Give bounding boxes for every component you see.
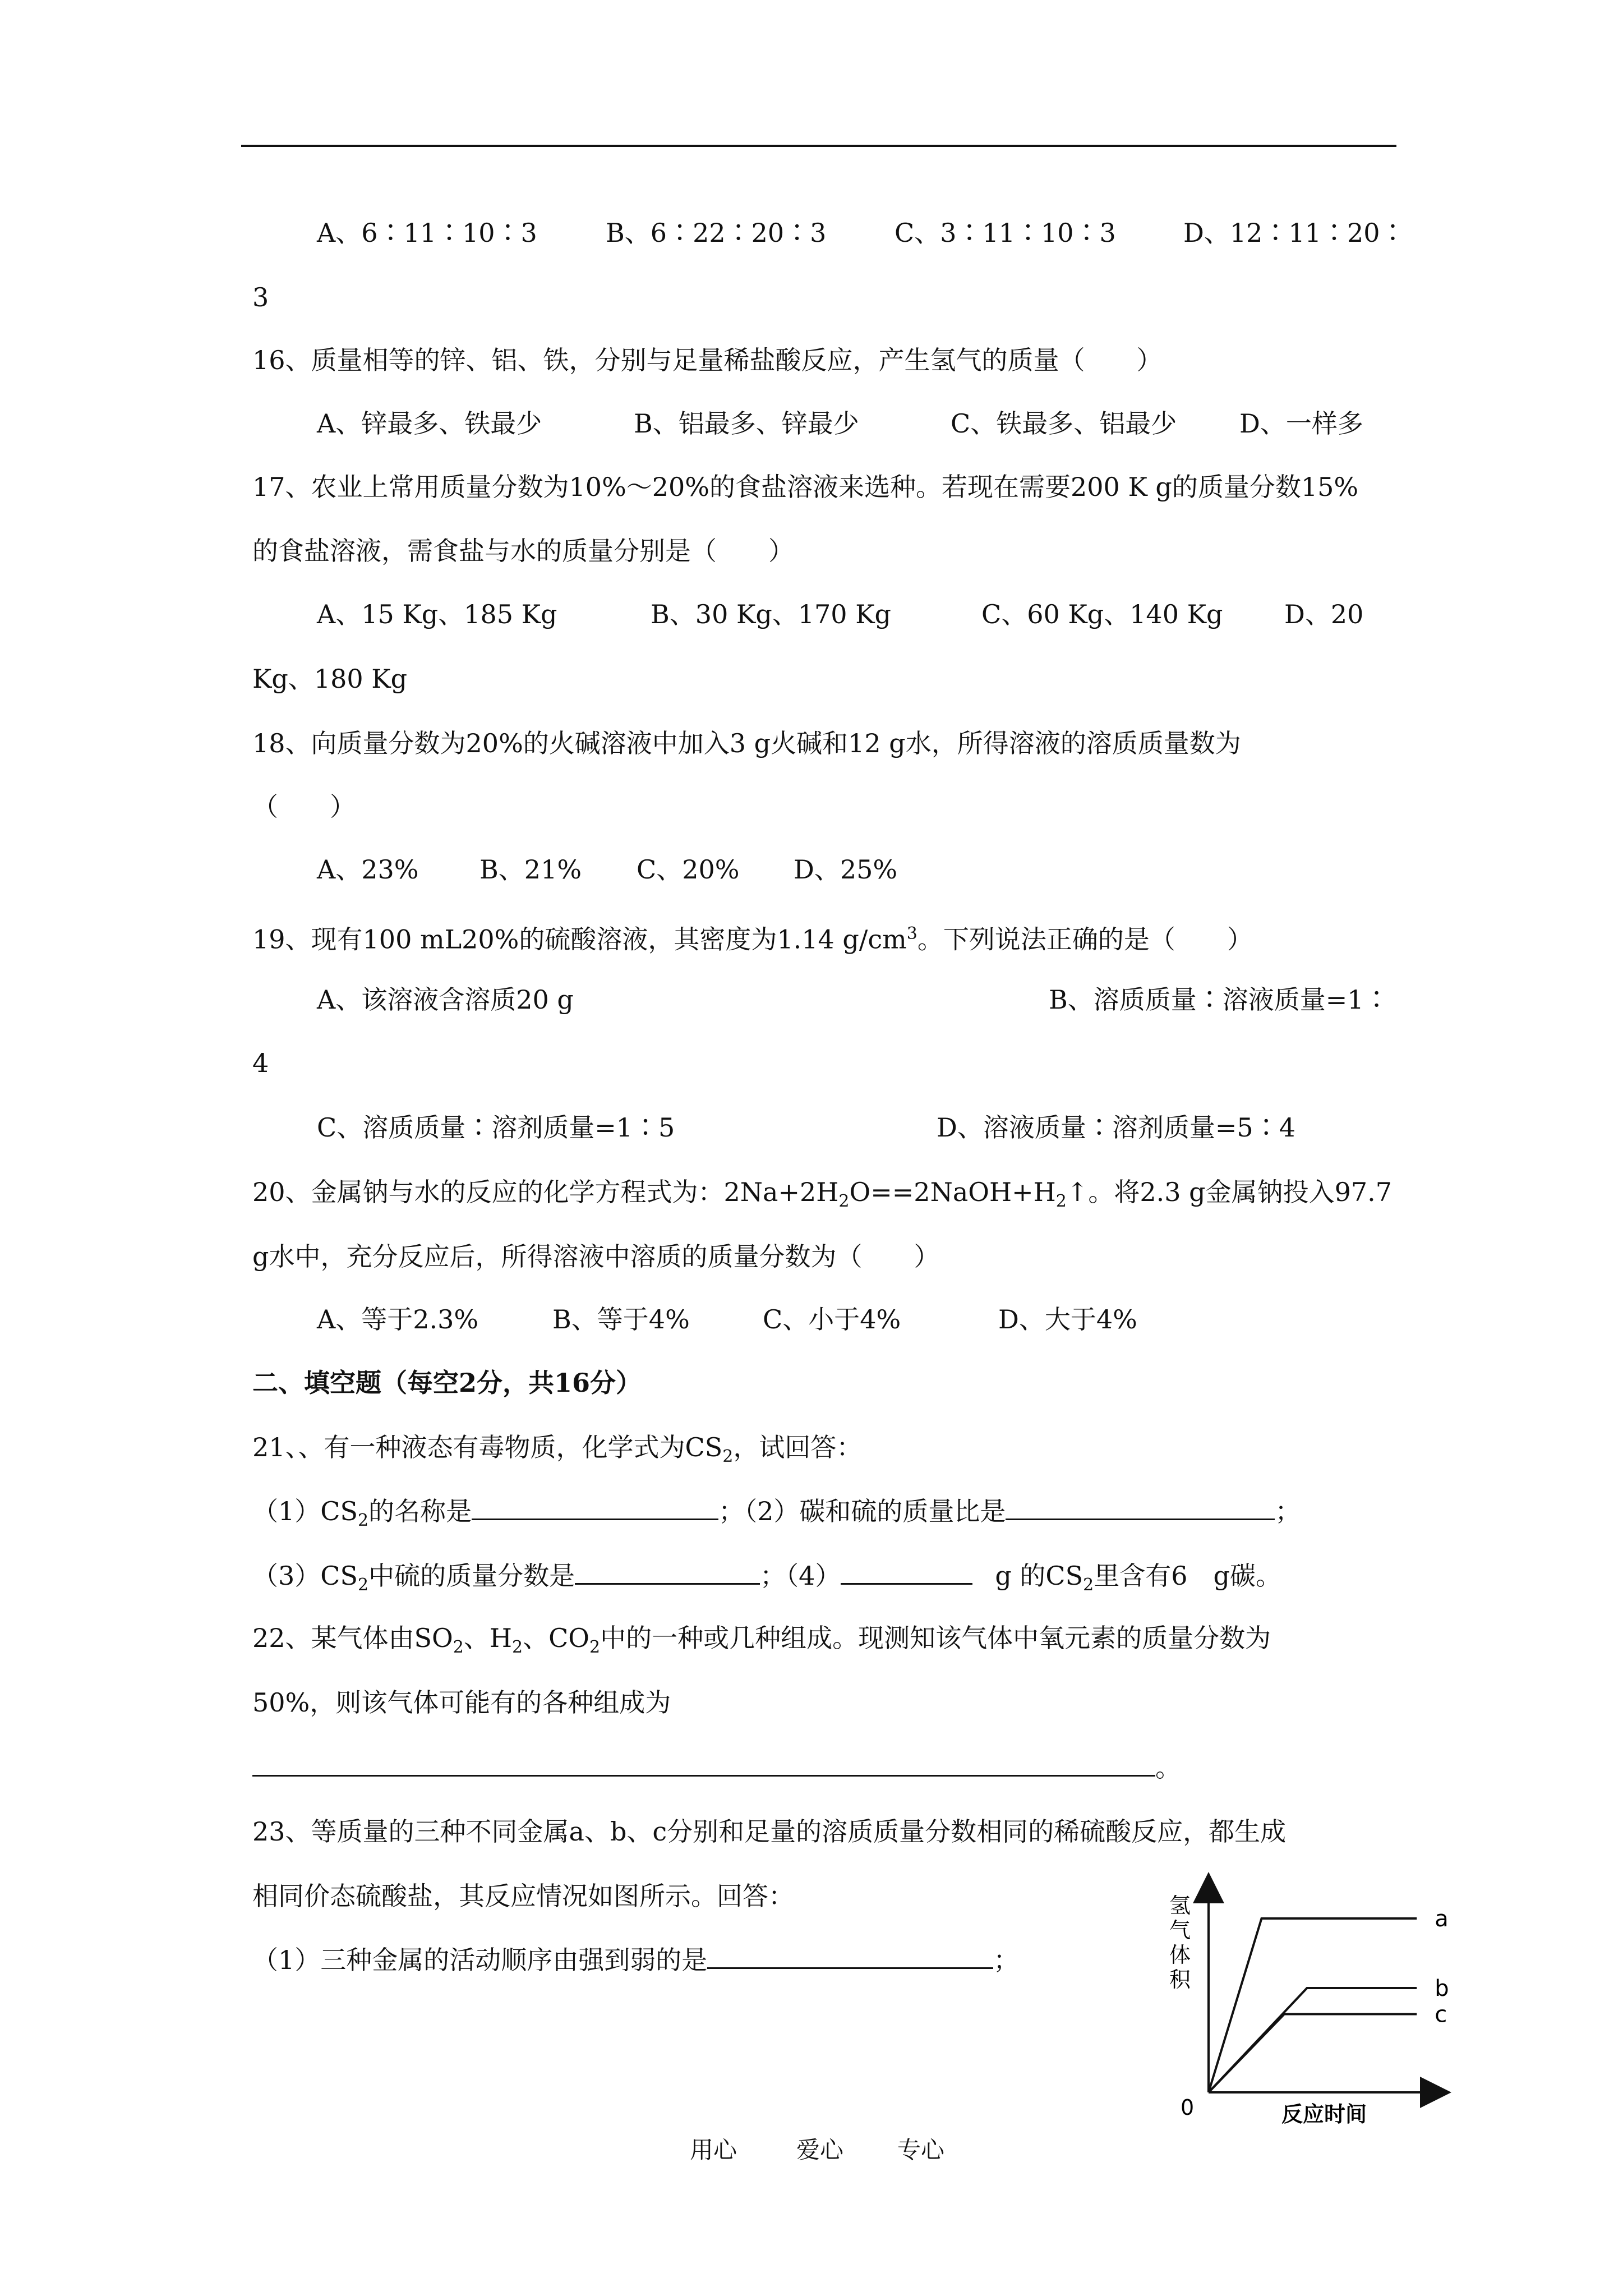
q23-p1-end: ； [993,1945,1020,1975]
series-label-a: a [1435,1906,1449,1932]
q21-answer-1-blank[interactable] [472,1494,718,1520]
q21-p4-tail: 里含有6 g碳。 [1094,1561,1281,1591]
y-axis-label-char: 体 [1169,1943,1191,1967]
q20-option-c: C、小于4% [763,1304,901,1335]
q16-option-a: A、锌最多、铁最少 [317,408,542,439]
q16-option-d: D、一样多 [1239,408,1363,439]
q19-option-c: C、溶质质量∶溶剂质量=1∶5 [317,1112,675,1143]
q21-line-1 [252,1494,1301,1538]
q21-p4-mid: g 的CS [995,1561,1083,1591]
q18-stem-2: （ ） [252,792,356,822]
section-2-heading: 二、填空题（每空2分，共16分） [252,1368,642,1398]
q21-p3-b: 中硫的质量分数是 [368,1561,575,1591]
q21-text-a: 21、、有一种液态有毒物质，化学式为CS [252,1432,723,1462]
q19-option-b: B、溶质质量∶溶液质量=1∶ [1049,984,1390,1015]
q20-stem-2: g水中，充分反应后，所得溶液中溶质的质量分数为（ ） [252,1241,940,1272]
origin-label: 0 [1181,2095,1195,2120]
footer-text-2: 爱心 [796,2136,844,2164]
q21-answer-4-blank[interactable] [841,1558,972,1585]
q22-text-a: 22、某气体由SO [252,1623,453,1653]
q17-option-c: C、60 Kg、140 Kg [981,599,1223,629]
q21-stem [252,1430,862,1474]
q19-stem-tail: 。下列说法正确的是（ ） [917,924,1253,955]
series-label-c: c [1435,2001,1447,2028]
q22-answer-line [252,1750,1181,1784]
q22-stem-2: 50%，则该气体可能有的各种组成为 [252,1687,671,1718]
q22-text-c: 、CO [523,1623,589,1653]
q22-sub-3: 2 [589,1637,601,1658]
q23-stem-2: 相同价态硫酸盐，其反应情况如图所示。回答： [252,1881,794,1911]
q18-option-a: A、23% [317,854,419,885]
q20-option-a: A、等于2.3% [317,1304,479,1335]
q20-text-a: 20、金属钠与水的反应的化学方程式为：2Na+2H [252,1177,839,1207]
q17-option-d-cont: Kg、180 Kg [252,664,408,694]
x-axis-label: 反应时间 [1281,2102,1367,2127]
q20-sub-1: 2 [838,1191,850,1212]
q17-option-b: B、30 Kg、170 Kg [651,599,892,629]
q21-p4-sub: 2 [1083,1575,1094,1595]
q19-stem-text: 19、现有100 mL20%的硫酸溶液，其密度为1.14 g/cm [252,924,907,955]
q21-text-b: ，试回答： [733,1432,863,1462]
q21-p1-sub: 2 [357,1511,369,1531]
q18-option-d: D、25% [794,854,898,885]
q19-stem [252,917,1253,956]
q21-p1-a: （1）CS [252,1496,358,1526]
q20-option-b: B、等于4% [552,1304,690,1335]
q17-option-d: D、20 [1284,599,1364,629]
q18-option-b: B、21% [479,854,582,885]
q21-p2-end: ； [1275,1496,1301,1526]
q18-option-c: C、20% [637,854,740,885]
q19-option-a: A、该溶液含溶质20 g [317,984,574,1015]
q16-option-b: B、铝最多、锌最少 [634,408,859,439]
q23-line-1 [252,1943,1019,1977]
q21-sub: 2 [722,1447,734,1467]
y-axis-label-char: 气 [1169,1918,1191,1943]
q22-stem-1 [252,1621,1271,1664]
q21-p2: ；（2）碳和硫的质量比是 [718,1496,1006,1526]
y-axis-label-char: 氢 [1169,1893,1191,1918]
footer-text-3: 专心 [897,2136,945,2164]
q22-sub-2: 2 [511,1637,523,1658]
q21-answer-3-blank[interactable] [575,1558,760,1585]
footer-text-1: 用心 [690,2136,737,2164]
q22-end: 。 [1155,1752,1181,1783]
header-rule [241,145,1396,147]
q20-sub-2: 2 [1055,1191,1067,1212]
q16-option-c: C、铁最多、铝最少 [951,408,1177,439]
q18-stem-1: 18、向质量分数为20%的火碱溶液中加入3 g火碱和12 g水，所得溶液的溶质质量数为 [252,728,1241,758]
q23-p1: （1）三种金属的活动顺序由强到弱的是 [252,1945,708,1975]
q19-sup: 3 [906,924,917,944]
q21-line-2 [252,1558,1281,1602]
q21-p4: ；（4） [760,1561,841,1591]
q15-option-c: C、3∶11∶10∶3 [895,218,1116,248]
q19-option-d: D、溶液质量∶溶剂质量=5∶4 [937,1112,1295,1143]
q17-stem-2: 的食盐溶液，需食盐与水的质量分别是（ ） [252,536,794,566]
q22-answer-blank[interactable] [252,1750,1155,1777]
q15-option-d-cont: 3 [252,282,269,312]
q20-text-c: ↑。将2.3 g金属钠投入97.7 [1066,1177,1393,1207]
q23-answer-1-blank[interactable] [707,1943,993,1969]
q16-stem: 16、质量相等的锌、铝、铁，分别与足量稀盐酸反应，产生氢气的质量（ ） [252,345,1163,375]
q21-answer-2-blank[interactable] [1006,1494,1275,1520]
series-line-c [1209,2014,1417,2093]
q20-option-d: D、大于4% [998,1304,1137,1335]
q17-stem-1: 17、农业上常用质量分数为10%～20%的食盐溶液来选种。若现在需要200 K g的质量分数15% [252,472,1359,502]
series-label-b: b [1435,1976,1449,2001]
q21-p3-sub: 2 [357,1575,369,1595]
q22-text-b: 、H [463,1623,512,1653]
series-line-b [1209,1988,1417,2092]
q21-p3-a: （3）CS [252,1561,358,1591]
hydrogen-volume-chart [1150,1879,1449,2127]
q15-option-d: D、12∶11∶20∶ [1183,218,1406,248]
q20-text-b: O==2NaOH+H [849,1177,1056,1207]
q17-option-a: A、15 Kg、185 Kg [317,599,557,629]
series-line-a [1209,1918,1417,2092]
q15-option-b: B、6∶22∶20∶3 [606,218,827,248]
q15-option-a: A、6∶11∶10∶3 [317,218,537,248]
q22-sub-1: 2 [453,1637,464,1658]
y-axis-label-char: 积 [1169,1967,1191,1992]
q22-text-d: 中的一种或几种组成。现测知该气体中氧元素的质量分数为 [600,1623,1271,1653]
q19-option-b-cont: 4 [252,1048,269,1078]
q23-stem-1: 23、等质量的三种不同金属a、b、c分别和足量的溶质质量分数相同的稀硫酸反应，都生成 [252,1816,1287,1847]
q20-stem-1 [252,1175,1392,1218]
q21-p1-b: 的名称是 [368,1496,472,1526]
y-axis-label [1169,1893,1191,1992]
